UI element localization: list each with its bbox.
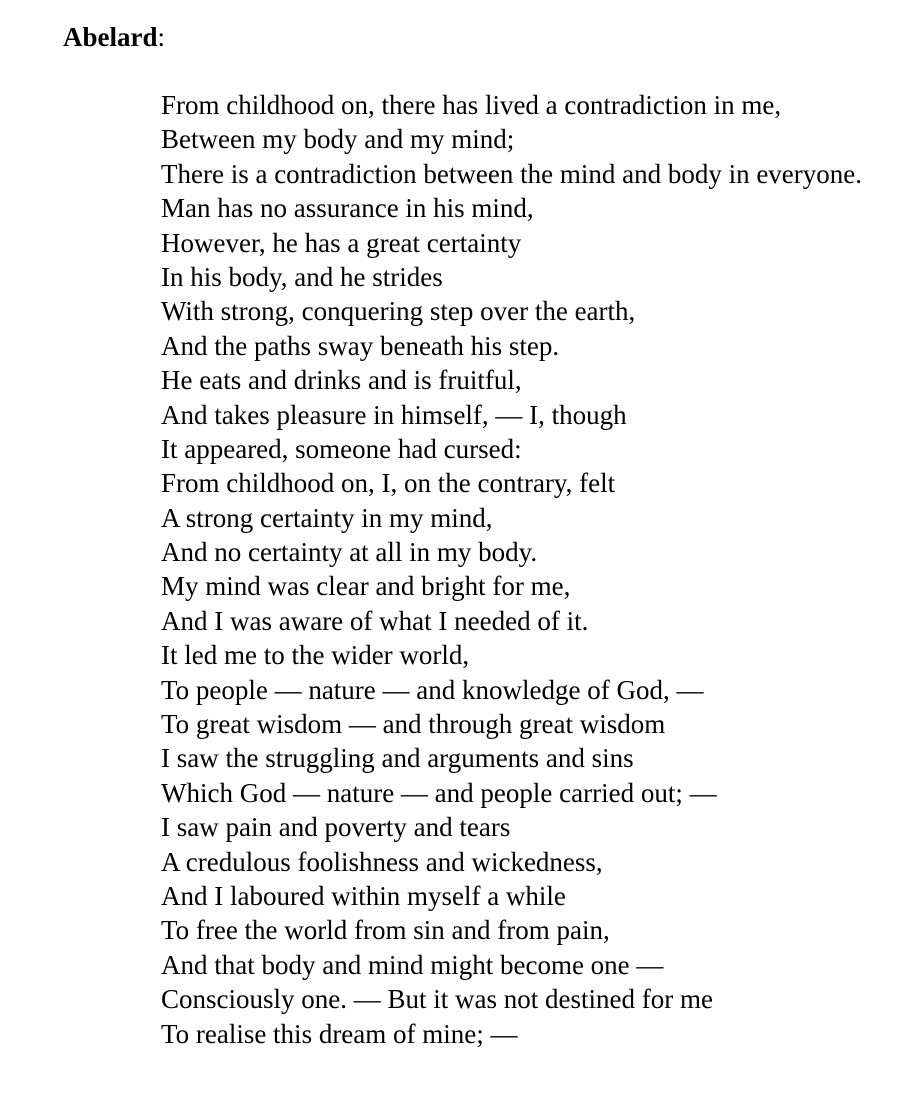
verse-line: A strong certainty in my mind, xyxy=(161,502,493,533)
speaker-colon: : xyxy=(157,22,166,52)
verse-line: Consciously one. — But it was not destined for me xyxy=(161,984,713,1015)
verse-line: And no certainty at all in my body. xyxy=(161,537,538,568)
verse-line: However, he has a great certainty xyxy=(161,227,522,258)
verse-line: There is a contradiction between the mind and body in everyone. xyxy=(161,158,863,189)
verse-line: He eats and drinks and is fruitful, xyxy=(161,365,522,396)
verse-line: Which God — nature — and people carried out; — xyxy=(161,777,717,808)
verse-line: In his body, and he strides xyxy=(161,261,443,292)
verse-line: I saw the struggling and arguments and sins xyxy=(161,743,634,774)
verse-line: I saw pain and poverty and tears xyxy=(161,812,511,843)
verse-line: And takes pleasure in himself, — I, though xyxy=(161,399,627,430)
verse-line: And that body and mind might become one — xyxy=(161,949,664,980)
verse-line: My mind was clear and bright for me, xyxy=(161,571,571,602)
verse-line: From childhood on, there has lived a contradiction in me, xyxy=(161,90,782,120)
verse-line: With strong, conquering step over the earth, xyxy=(161,296,636,327)
speaker-name: Abelard xyxy=(63,22,158,52)
verse-line: To people — nature — and knowledge of God, — xyxy=(161,674,704,705)
verse-line: To free the world from sin and from pain, xyxy=(161,915,610,946)
verse-line: Between my body and my mind; xyxy=(161,124,515,155)
verse-line: And I laboured within myself a while xyxy=(161,880,566,911)
verse-line: To great wisdom — and through great wisdom xyxy=(161,709,666,740)
verse-line: To realise this dream of mine; — xyxy=(161,1018,518,1049)
verse-line: And the paths sway beneath his step. xyxy=(161,330,560,361)
verse-line: Man has no assurance in his mind, xyxy=(161,193,534,224)
speaker-heading xyxy=(63,18,165,56)
verse-line: And I was aware of what I needed of it. xyxy=(161,605,589,636)
verse-line: A credulous foolishness and wickedness, xyxy=(161,846,603,877)
verse-line: It appeared, someone had cursed: xyxy=(161,433,522,464)
verse-line: From childhood on, I, on the contrary, felt xyxy=(161,468,616,499)
verse-line: It led me to the wider world, xyxy=(161,640,470,671)
verse-block xyxy=(161,88,862,1051)
